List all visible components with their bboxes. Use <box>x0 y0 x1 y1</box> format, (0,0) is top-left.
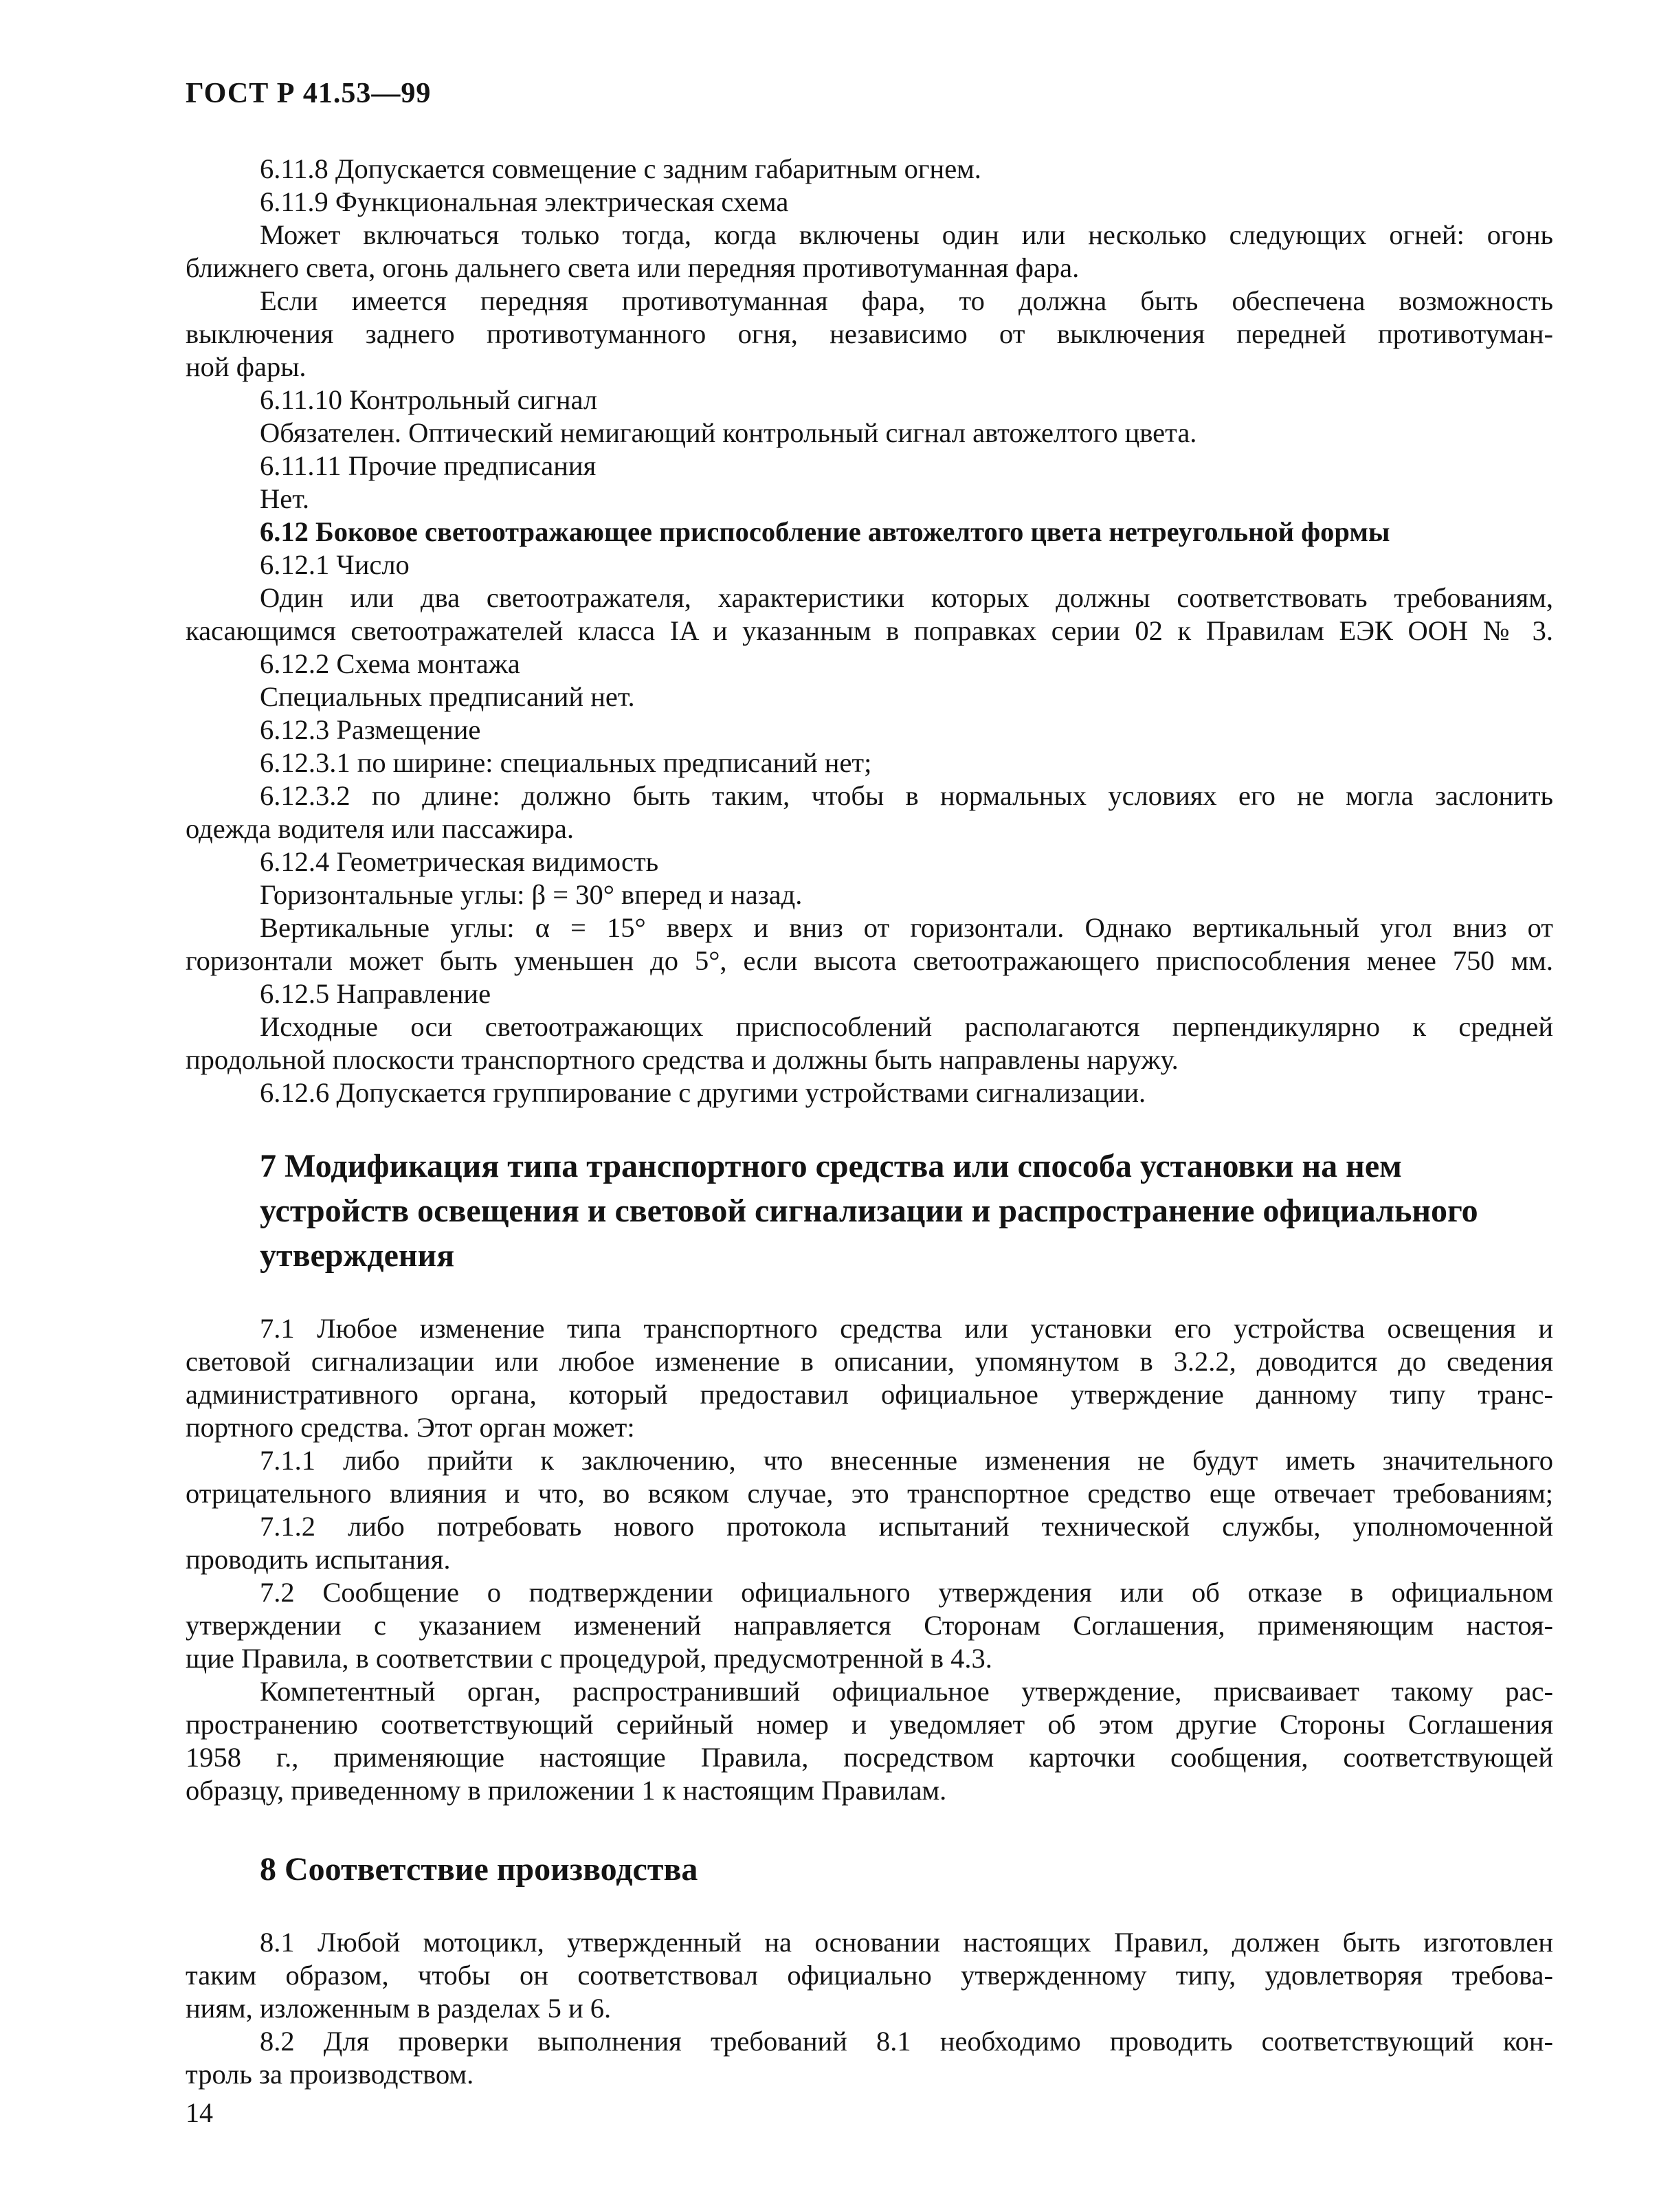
text-line: утверждении с указанием изменений направляется Сторонам Соглашения, применяющим настоя- <box>186 1610 1553 1641</box>
text-line: Исходные оси светоотражающих приспособлений располагаются перпендикулярно к средней <box>260 1011 1553 1042</box>
text-line: выключения заднего противотуманного огня, независимо от выключения передней противотуман- <box>186 318 1553 349</box>
text-line: 7.1.1 либо прийти к заключению, что внесенные изменения не будут иметь значительного <box>260 1445 1553 1476</box>
text-line: световой сигнализации или любое изменение в описании, упомянутом в 3.2.2, доводится до сведения <box>186 1346 1553 1377</box>
text-line: Вертикальные углы: α = 15° вверх и вниз от горизонтали. Однако вертикальный угол вниз от <box>260 912 1553 943</box>
text-line: троль за производством. <box>186 2059 474 2090</box>
text-line: 6.12.1 Число <box>260 549 410 580</box>
heading-line: утверждения <box>260 1237 455 1274</box>
text-line: ниям, изложенным в разделах 5 и 6. <box>186 1993 612 2024</box>
text-line: Обязателен. Оптический немигающий контрольный сигнал автожелтого цвета. <box>260 417 1197 448</box>
document-body <box>186 153 1553 2091</box>
text-line: Компетентный орган, распространивший официальное утверждение, присваивает такому рас- <box>260 1676 1553 1707</box>
text-line: проводить испытания. <box>186 1544 451 1575</box>
text-line: касающимся светоотражателей класса IA и указанным в поправках серии 02 к Правилам ЕЭК ООН № 3. <box>186 615 1553 646</box>
section-8-heading <box>186 1847 1553 1892</box>
text-line: 7.2 Сообщение о подтверждении официального утверждения или об отказе в официальном <box>260 1577 1553 1608</box>
text-line: продольной плоскости транспортного средства и должны быть направлены наружу. <box>186 1044 1179 1075</box>
text-line: 6.11.9 Функциональная электрическая схема <box>260 186 789 217</box>
text-line: 7.1 Любое изменение типа транспортного средства или установки его устройства освещения и <box>260 1313 1553 1344</box>
text-line: портного средства. Этот орган может: <box>186 1412 635 1443</box>
text-line: пространению соответствующий серийный номер и уведомляет об этом другие Стороны Соглашения <box>186 1709 1553 1740</box>
text-line: 6.11.8 Допускается совмещение с задним габаритным огнем. <box>260 153 981 184</box>
subsection-heading: 6.12 Боковое светоотражающее приспособление автожелтого цвета нетреугольной формы <box>260 516 1390 547</box>
text-line: 6.12.3 Размещение <box>260 714 481 745</box>
text-line: 6.12.2 Схема монтажа <box>260 648 520 679</box>
text-line: образцу, приведенному в приложении 1 к настоящим Правилам. <box>186 1775 947 1806</box>
text-line: ной фары. <box>186 351 307 382</box>
text-line: 8.2 Для проверки выполнения требований 8.1 необходимо проводить соответствующий кон- <box>260 2026 1553 2057</box>
text-line: 6.12.3.2 по длине: должно быть таким, чтобы в нормальных условиях его не могла заслонить <box>260 780 1553 811</box>
text-line: 6.12.6 Допускается группирование с другими устройствами сигнализации. <box>260 1077 1146 1108</box>
text-line: Горизонтальные углы: β = 30° вперед и назад. <box>260 879 803 910</box>
text-line: таким образом, чтобы он соответствовал официально утвержденному типу, удовлетворяя требова- <box>186 1960 1553 1991</box>
page-header-doc-code: ГОСТ Р 41.53—99 <box>186 78 432 109</box>
text-line: 6.11.11 Прочие предписания <box>260 450 597 481</box>
text-line: 7.1.2 либо потребовать нового протокола испытаний технической службы, уполномоченной <box>260 1511 1553 1542</box>
text-line: Если имеется передняя противотуманная фара, то должна быть обеспечена возможность <box>260 285 1553 316</box>
text-line: Нет. <box>260 483 310 514</box>
text-line: 6.11.10 Контрольный сигнал <box>260 384 598 415</box>
text-line: щие Правила, в соответствии с процедурой, предусмотренной в 4.3. <box>186 1643 992 1674</box>
text-line: 8.1 Любой мотоцикл, утвержденный на основании настоящих Правил, должен быть изготовлен <box>260 1927 1553 1958</box>
page-number: 14 <box>186 2097 213 2128</box>
text-line: 1958 г., применяющие настоящие Правила, посредством карточки сообщения, соответствующей <box>186 1742 1553 1773</box>
text-line: 6.12.5 Направление <box>260 978 491 1009</box>
section-7-heading <box>186 1144 1553 1278</box>
heading-line: устройств освещения и световой сигнализации и распространение официального <box>260 1193 1478 1229</box>
text-line: ближнего света, огонь дальнего света или передняя противотуманная фара. <box>186 252 1080 283</box>
heading-line: 8 Соответствие производства <box>260 1851 698 1888</box>
text-line: административного органа, который предоставил официальное утверждение данному типу транс- <box>186 1379 1553 1410</box>
text-line: горизонтали может быть уменьшен до 5°, если высота светоотражающего приспособления менее 750 мм. <box>186 945 1553 976</box>
text-line: Может включаться только тогда, когда включены один или несколько следующих огней: огонь <box>260 219 1553 250</box>
text-line: 6.12.4 Геометрическая видимость <box>260 846 659 877</box>
heading-line: 7 Модификация типа транспортного средства или способа установки на нем <box>260 1148 1402 1184</box>
text-line: одежда водителя или пассажира. <box>186 813 574 844</box>
text-line: отрицательного влияния и что, во всяком случае, это транспортное средство еще отвечает требованиям; <box>186 1478 1553 1509</box>
text-line: 6.12.3.1 по ширине: специальных предписаний нет; <box>260 747 872 778</box>
text-line: Специальных предписаний нет. <box>260 681 635 712</box>
text-line: Один или два светоотражателя, характеристики которых должны соответствовать требованиям, <box>260 582 1553 613</box>
